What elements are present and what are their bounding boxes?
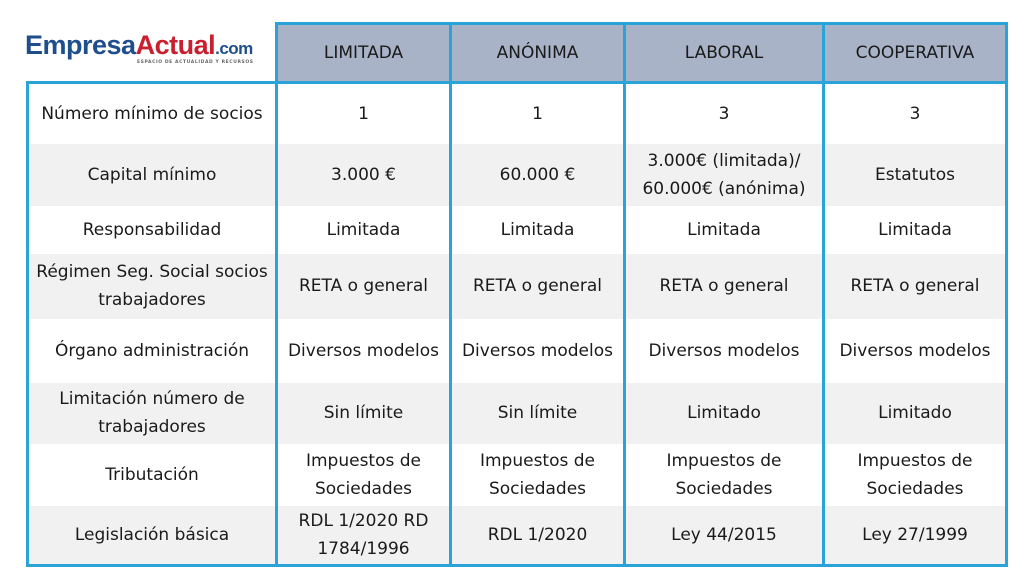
row-label: Responsabilidad — [28, 206, 277, 254]
table-cell: Limitada — [625, 206, 824, 254]
comparison-table — [26, 22, 1008, 567]
table-cell: 1 — [277, 83, 451, 144]
table-cell: Diversos modelos — [277, 319, 451, 383]
table-cell: Estatutos — [824, 144, 1007, 206]
row-label: Legislación básica — [28, 506, 277, 566]
table-cell: Limitado — [824, 383, 1007, 444]
table-cell: Sin límite — [277, 383, 451, 444]
table-row — [28, 444, 1007, 506]
row-label: Régimen Seg. Social socios trabajadores — [28, 254, 277, 319]
table-cell: RETA o general — [824, 254, 1007, 319]
row-label: Órgano administración — [28, 319, 277, 383]
header-row — [28, 24, 1007, 83]
table-cell: RDL 1/2020 RD 1784/1996 — [277, 506, 451, 566]
table-cell: 3.000€ (limitada)/ 60.000€ (anónima) — [625, 144, 824, 206]
table-cell: Impuestos de Sociedades — [451, 444, 625, 506]
header-blank — [28, 24, 277, 83]
table-cell: Limitada — [824, 206, 1007, 254]
table-cell: 60.000 € — [451, 144, 625, 206]
logo-part-actual: Actual — [135, 30, 216, 60]
table-cell: Impuestos de Sociedades — [824, 444, 1007, 506]
table-cell: Impuestos de Sociedades — [277, 444, 451, 506]
table-cell: Ley 27/1999 — [824, 506, 1007, 566]
row-label: Capital mínimo — [28, 144, 277, 206]
column-header-limitada: LIMITADA — [277, 24, 451, 83]
row-label: Número mínimo de socios — [28, 83, 277, 144]
logo-part-empresa: Empresa — [25, 30, 136, 60]
table-cell: 3 — [824, 83, 1007, 144]
table-cell: Impuestos de Sociedades — [625, 444, 824, 506]
table-cell: 1 — [451, 83, 625, 144]
column-header-cooperativa: COOPERATIVA — [824, 24, 1007, 83]
table-row — [28, 506, 1007, 566]
table-cell: RETA o general — [277, 254, 451, 319]
table-cell: Limitado — [625, 383, 824, 444]
column-header-laboral: LABORAL — [625, 24, 824, 83]
row-label: Tributación — [28, 444, 277, 506]
table-cell: 3.000 € — [277, 144, 451, 206]
table-cell: RDL 1/2020 — [451, 506, 625, 566]
column-header-anonima: ANÓNIMA — [451, 24, 625, 83]
table-row — [28, 144, 1007, 206]
logo-part-com: .com — [215, 39, 253, 58]
table-cell: Ley 44/2015 — [625, 506, 824, 566]
table-row — [28, 206, 1007, 254]
row-label: Limitación número de trabajadores — [28, 383, 277, 444]
table-cell: Diversos modelos — [625, 319, 824, 383]
table-cell: Limitada — [277, 206, 451, 254]
table-cell: 3 — [625, 83, 824, 144]
table-cell: Diversos modelos — [824, 319, 1007, 383]
table-cell: RETA o general — [451, 254, 625, 319]
table-cell: Diversos modelos — [451, 319, 625, 383]
table-row — [28, 383, 1007, 444]
table-cell: Sin límite — [451, 383, 625, 444]
table-cell: Limitada — [451, 206, 625, 254]
table-row — [28, 83, 1007, 144]
table-row — [28, 319, 1007, 383]
logo-tagline: ESPACIO DE ACTUALIDAD Y RECURSOS — [137, 60, 254, 65]
table-cell: RETA o general — [625, 254, 824, 319]
table-row — [28, 254, 1007, 319]
